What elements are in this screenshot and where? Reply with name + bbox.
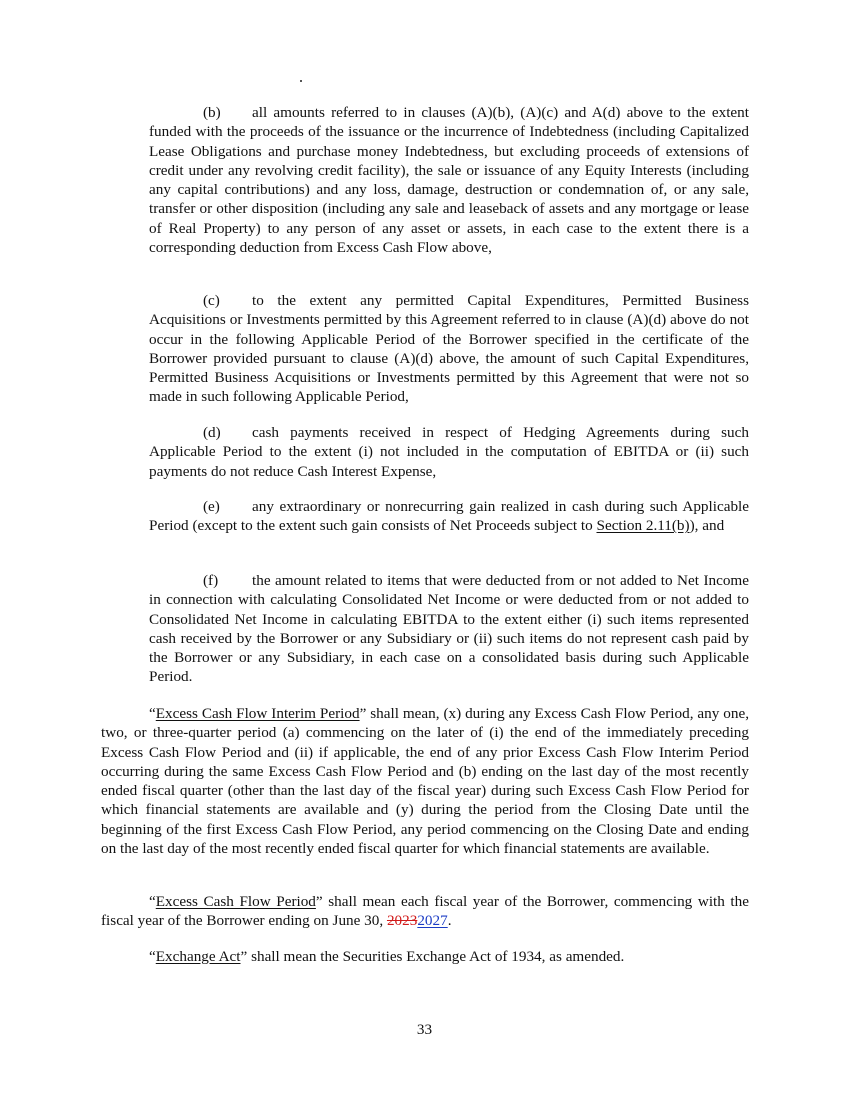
clause-text: cash payments received in respect of Hedging Agreements during such Applicable Period to the extent (i) not included in the computation of EBITDA or (ii) such payments do not reduce Cash Interest Expense, (149, 424, 749, 480)
clause-text: to the extent any permitted Capital Expenditures, Permitted Business Acquisitions or Investments permitted by this Agreement referred to in clause (A)(d) above do not occur in the following Applicable Period of the Borrower specified in the certificate of the Borrower provided pursuant to clause (A)(d) above, the amount of such Capital Expenditures, Permitted Business Acquisitions or Investments permitted by this Agreement that were not so made in such following Applicable Period, (149, 292, 749, 406)
stray-mark (300, 80, 302, 82)
definition-tail: . (447, 912, 452, 930)
clause-text: the amount related to items that were deducted from or not added to Net Income in connection with calculating Consolidated Net Income or were deducted from or not added to Consolidated Net Income in calculating EBITDA to the extent either (i) such items represented cash received by the Borrower or any Subsidiary or (ii) such items do not represent cash paid by the Borrower or any Subsidiary, in each case on a consolidated basis during such Applicable Period. (149, 572, 749, 686)
clause-d (149, 423, 749, 481)
defined-term: Excess Cash Flow Period (155, 893, 316, 910)
clause-label: (e) (203, 498, 220, 515)
defined-term: Excess Cash Flow Interim Period (155, 705, 360, 722)
deleted-text: 2023 (386, 912, 418, 930)
clause-label: (c) (203, 292, 220, 309)
clause-f (149, 571, 749, 687)
section-reference-link[interactable]: Section 2.11(b) (596, 517, 690, 535)
clause-b (149, 103, 749, 257)
page-number: 33 (416, 1021, 433, 1038)
inserted-text: 2027 (417, 912, 448, 930)
clause-text: all amounts referred to in clauses (A)(b), (A)(c) and A(d) above to the extent funded with the proceeds of the issuance or the incurrence of Indebtedness (including Capitalized Lease Obligations and purchase money Indebtedness, but excluding proceeds of extensions of credit under any revolving credit facility), the sale or issuance of any Equity Interests (including any capital contributions) and any loss, damage, destruction or condemnation of, or any sale, transfer or other disposition (including any sale and leaseback of assets and any mortgage or lease of Real Property) to any person of any asset or assets, in each case to the extent there is a corresponding deduction from Excess Cash Flow above, (149, 104, 749, 257)
clause-label: (f) (203, 572, 219, 589)
definition-excess-cash-flow-interim-period: “Excess Cash Flow Interim Period” shall mean, (x) during any Excess Cash Flow Period, any one, two, or three-quarter period (a) commencing on the later of (i) the end of the immediately preceding Excess Cash Flow Period and (ii) if applicable, the end of any prior Excess Cash Flow Interim Period occurring during the same Excess Cash Flow Period and (b) ending on the last day of the most recently ended fiscal quarter (other than the last day of the fiscal year) during such Excess Cash Flow Period for which financial statements are available and (y) during the period from the Closing Date until the beginning of the first Excess Cash Flow Period, any period commencing on the Closing Date and ending on the last day of the most recently ended fiscal quarter for which financial statements are available. (101, 705, 749, 858)
clause-tail: ), and (689, 517, 725, 535)
definition-text: shall mean each fiscal year of the Borrower, commencing with the fiscal year of the Borrower ending on June 30, (101, 893, 749, 930)
defined-term: Exchange Act (155, 948, 241, 965)
definition-exchange-act: “Exchange Act” shall mean the Securities Exchange Act of 1934, as amended. (149, 948, 625, 965)
clause-text: any extraordinary or nonrecurring gain realized in cash during such Applicable Period (except to the extent such gain consists of Net Proceeds subject to (149, 498, 749, 535)
clause-c (149, 291, 749, 407)
definition-excess-cash-flow-period: “Excess Cash Flow Period” shall mean each fiscal year of the Borrower, commencing with the fiscal year of the Borrower ending on June 30, 20232027. (101, 893, 749, 930)
clause-label: (d) (203, 424, 221, 441)
definition-text: shall mean, (x) during any Excess Cash Flow Period, any one, two, or three-quarter period (a) commencing on the later of (i) the end of the immediately preceding Excess Cash Flow Period and (ii) if applicable, the end of any prior Excess Cash Flow Interim Period occurring during the same Excess Cash Flow Period and (b) ending on the last day of the most recently ended fiscal quarter (other than the last day of the fiscal year) during such Excess Cash Flow Period for which financial statements are available and (y) during the period from the Closing Date until the beginning of the first Excess Cash Flow Period, any period commencing on the Closing Date and ending on the last day of the most recently ended fiscal quarter for which financial statements are available. (101, 705, 749, 858)
definition-text: shall mean the Securities Exchange Act of 1934, as amended. (247, 948, 625, 965)
clause-label: (b) (203, 104, 221, 121)
clause-e (149, 497, 749, 536)
